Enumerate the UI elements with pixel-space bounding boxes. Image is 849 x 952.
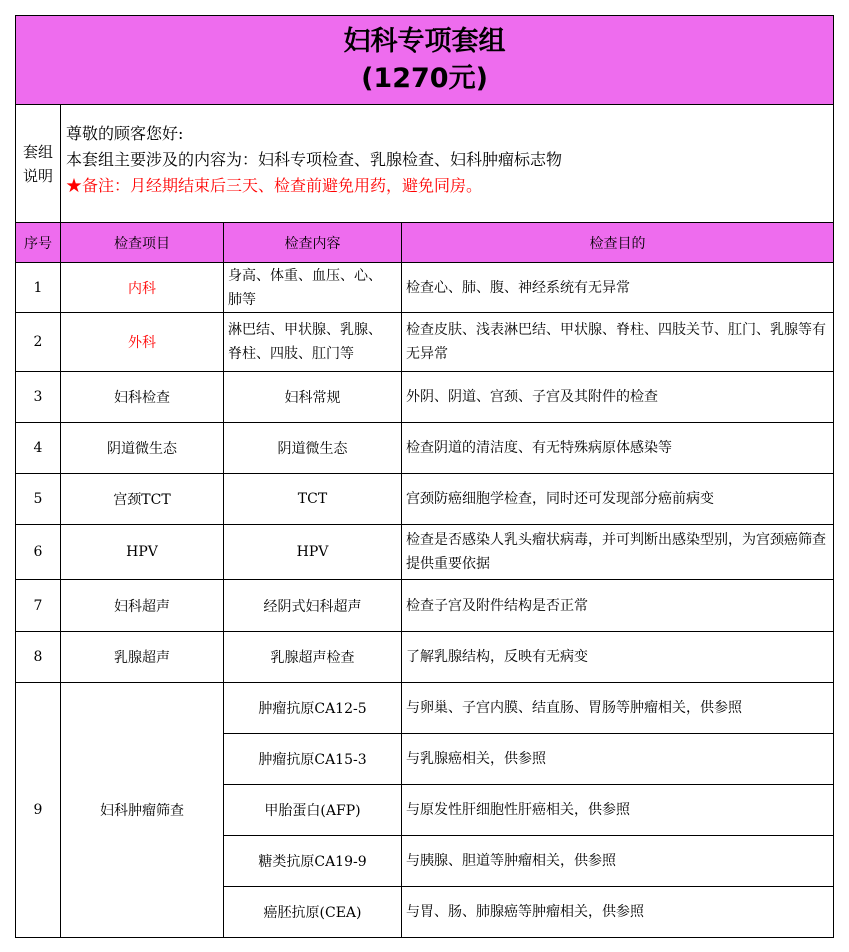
header-item: 检查项目	[61, 223, 224, 263]
row-no: 4	[16, 423, 61, 474]
header-row	[16, 223, 834, 263]
subrow-purpose: 与卵巢、子宫内膜、结直肠、胃肠等肿瘤相关，供参照	[402, 683, 834, 734]
notes-label-cell	[16, 105, 61, 223]
row-purpose: 检查是否感染人乳头瘤状病毒，并可判断出感染型别，为宫颈癌筛查提供重要依据	[402, 525, 834, 580]
subrow-purpose: 与原发性肝细胞性肝癌相关，供参照	[402, 785, 834, 836]
row-no: 6	[16, 525, 61, 580]
row-purpose: 了解乳腺结构，反映有无病变	[402, 632, 834, 683]
row-item: 阴道微生态	[61, 423, 224, 474]
row-content: 阴道微生态	[224, 423, 402, 474]
table-row	[16, 423, 834, 474]
table-row	[16, 263, 834, 313]
row-item: HPV	[61, 525, 224, 580]
table-row	[16, 580, 834, 632]
subrow-content: 肿瘤抗原CA12-5	[224, 683, 402, 734]
notes-label: 套组说明	[22, 142, 53, 185]
row-item: 妇科超声	[61, 580, 224, 632]
row-content: 淋巴结、甲状腺、乳腺、脊柱、四肢、肛门等	[224, 313, 402, 372]
subrow-content: 癌胚抗原(CEA)	[224, 887, 402, 938]
subrow-content: 肿瘤抗原CA15-3	[224, 734, 402, 785]
header-content: 检查内容	[224, 223, 402, 263]
notes-body	[61, 105, 834, 223]
header-purpose: 检查目的	[402, 223, 834, 263]
table-row	[16, 474, 834, 525]
group-item: 妇科肿瘤筛查	[61, 683, 224, 938]
package-table	[15, 15, 834, 938]
row-no: 8	[16, 632, 61, 683]
row-content: 经阴式妇科超声	[224, 580, 402, 632]
notes-row	[16, 105, 834, 223]
group-no: 9	[16, 683, 61, 938]
table-row	[16, 313, 834, 372]
row-content: TCT	[224, 474, 402, 525]
row-no: 1	[16, 263, 61, 313]
row-item: 宫颈TCT	[61, 474, 224, 525]
subrow-content: 糖类抗原CA19-9	[224, 836, 402, 887]
row-purpose: 外阴、阴道、宫颈、子宫及其附件的检查	[402, 372, 834, 423]
row-content: 身高、体重、血压、心、肺等	[224, 263, 402, 313]
greeting-text: 尊敬的顾客您好:	[66, 124, 184, 143]
row-purpose: 宫颈防癌细胞学检查，同时还可发现部分癌前病变	[402, 474, 834, 525]
subrow-purpose: 与乳腺癌相关，供参照	[402, 734, 834, 785]
package-sheet	[15, 15, 833, 938]
table-row	[16, 525, 834, 580]
row-content: HPV	[224, 525, 402, 580]
row-purpose: 检查阴道的清洁度、有无特殊病原体感染等	[402, 423, 834, 474]
package-name: 妇科专项套组	[343, 26, 506, 57]
row-purpose: 检查子宫及附件结构是否正常	[402, 580, 834, 632]
row-no: 2	[16, 313, 61, 372]
package-price: (1270元)	[361, 63, 488, 94]
row-content: 妇科常规	[224, 372, 402, 423]
row-purpose: 检查皮肤、浅表淋巴结、甲状腺、脊柱、四肢关节、肛门、乳腺等有无异常	[402, 313, 834, 372]
row-no: 7	[16, 580, 61, 632]
table-row	[16, 683, 834, 734]
subrow-content: 甲胎蛋白(AFP)	[224, 785, 402, 836]
row-purpose: 检查心、肺、腹、神经系统有无异常	[402, 263, 834, 313]
title-row	[16, 16, 834, 105]
remark-text: ★备注：月经期结束后三天、检查前避免用药，避免同房。	[66, 176, 483, 195]
subrow-purpose: 与胃、肠、肺腺癌等肿瘤相关，供参照	[402, 887, 834, 938]
table-row	[16, 632, 834, 683]
row-item: 妇科检查	[61, 372, 224, 423]
package-title	[16, 16, 834, 105]
row-content: 乳腺超声检查	[224, 632, 402, 683]
row-item: 内科	[61, 263, 224, 313]
row-item: 外科	[61, 313, 224, 372]
table-row	[16, 372, 834, 423]
row-item: 乳腺超声	[61, 632, 224, 683]
row-no: 3	[16, 372, 61, 423]
subrow-purpose: 与胰腺、胆道等肿瘤相关，供参照	[402, 836, 834, 887]
row-no: 5	[16, 474, 61, 525]
scope-text: 本套组主要涉及的内容为：妇科专项检查、乳腺检查、妇科肿瘤标志物	[66, 150, 563, 169]
header-no: 序号	[16, 223, 61, 263]
